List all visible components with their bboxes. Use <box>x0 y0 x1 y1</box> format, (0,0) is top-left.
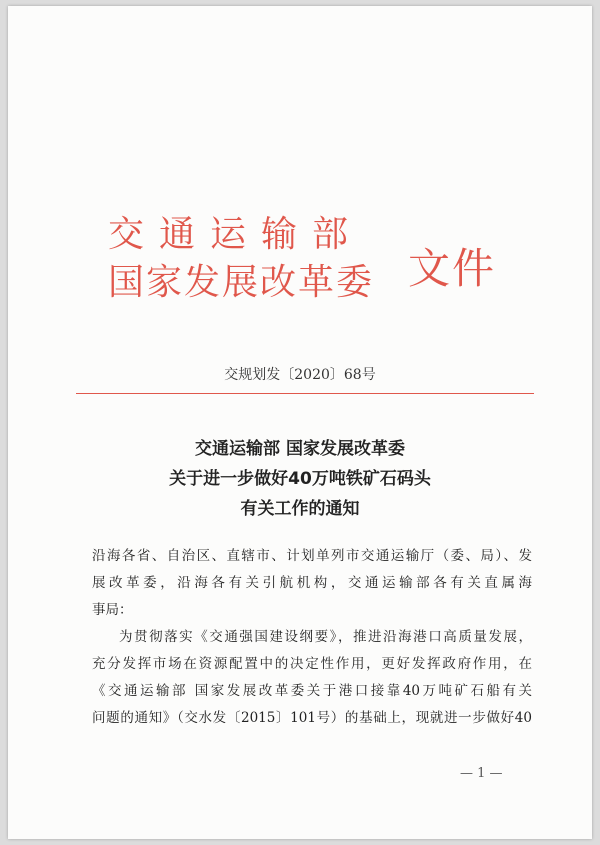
recipients-line: 沿海各省、自治区、直辖市、计划单列市交通运输厅（委、局）、发 <box>92 548 532 564</box>
issuer-ministry-of-transport: 交通运输部 <box>108 214 364 255</box>
red-divider-line <box>76 393 534 394</box>
document-title <box>8 434 592 524</box>
document-body <box>92 543 532 732</box>
paragraph-line: 充分发挥市场在资源配置中的决定性作用，更好发挥政府作用，在 <box>92 656 532 672</box>
title-line: 有关工作的通知 <box>240 499 360 519</box>
title-line: 交通运输部 国家发展改革委 <box>195 439 405 459</box>
document-number: 交规划发〔2020〕68号 <box>224 367 376 383</box>
recipients-line: 展改革委，沿海各有关引航机构，交通运输部各有关直属海 <box>92 575 532 591</box>
title-line: 关于进一步做好40万吨铁矿石码头 <box>169 469 431 489</box>
issuer-ndrc: 国家发展改革委 <box>108 262 375 303</box>
issuing-authorities <box>108 211 374 307</box>
paragraph-line: 问题的通知》（交水发〔2015〕101号）的基础上，现就进一步做好40 <box>92 710 532 726</box>
recipients-line: 事局： <box>92 602 133 618</box>
paragraph-line: 为贯彻落实《交通强国建设纲要》，推进沿海港口高质量发展， <box>119 629 532 645</box>
page-number: — 1 — <box>460 766 503 781</box>
document-word: 文件 <box>408 244 497 293</box>
document-page <box>8 6 592 839</box>
paragraph-line: 《交通运输部 国家发展改革委关于港口接靠40万吨矿石船有关 <box>92 683 532 699</box>
